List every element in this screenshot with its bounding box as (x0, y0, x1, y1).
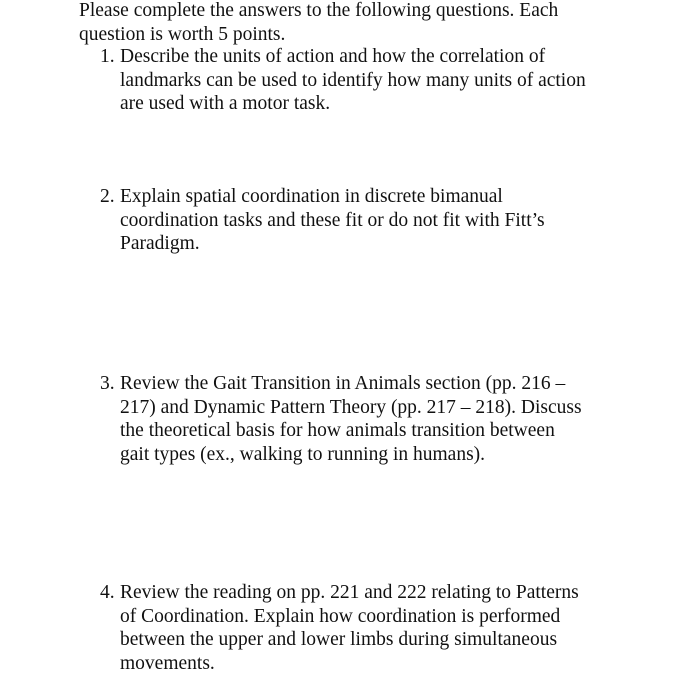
question-text (120, 185, 620, 256)
question-line: Describe the units of action and how the correlation of (120, 46, 546, 67)
question-text (120, 45, 620, 116)
instructions-line: Please complete the answers to the following questions. Each (79, 0, 559, 21)
question-line: of Coordination. Explain how coordination is performed (120, 605, 561, 627)
question-number: 4. (100, 582, 115, 603)
question-line: Review the Gait Transition in Animals section (pp. 216 – (120, 373, 566, 394)
instructions (79, 0, 639, 46)
question-3 (100, 372, 620, 466)
question-line: Paradigm. (120, 233, 200, 254)
question-text (120, 372, 620, 466)
question-line: are used with a motor task. (120, 93, 331, 114)
question-line: the theoretical basis for how animals transition between (120, 420, 555, 441)
question-2 (100, 185, 620, 256)
question-line: 217) and Dynamic Pattern Theory (pp. 217 – 218). Discuss (120, 396, 582, 418)
question-4 (100, 581, 620, 675)
question-number: 2. (100, 186, 115, 207)
question-number: 1. (100, 46, 115, 67)
question-line: coordination tasks and these fit or do not fit with Fitt’s (120, 209, 545, 231)
question-number: 3. (100, 373, 115, 394)
question-line: Explain spatial coordination in discrete bimanual (120, 186, 503, 207)
question-line: Review the reading on pp. 221 and 222 relating to Patterns (120, 582, 579, 603)
question-line: gait types (ex., walking to running in humans). (120, 443, 486, 465)
question-line: between the upper and lower limbs during simultaneous (120, 629, 558, 650)
question-text (120, 581, 620, 675)
question-line: movements. (120, 652, 215, 674)
instructions-line: question is worth 5 points. (79, 23, 286, 45)
question-line: landmarks can be used to identify how many units of action (120, 69, 586, 91)
question-1 (100, 45, 620, 116)
